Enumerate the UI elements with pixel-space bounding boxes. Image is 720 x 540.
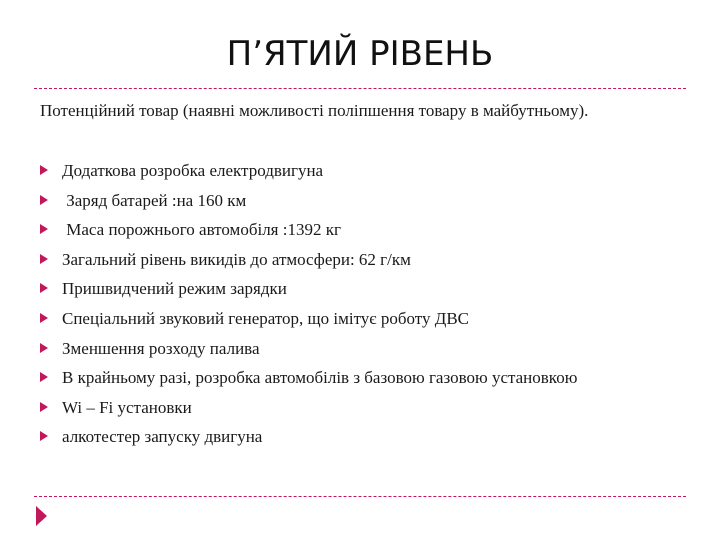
triangle-bullet-icon <box>40 372 48 382</box>
bullet-item <box>40 249 700 279</box>
top-divider <box>34 88 686 89</box>
bullet-text: Загальний рівень викидів до атмосфери: 62 г/км <box>62 249 411 269</box>
triangle-bullet-icon <box>40 254 48 264</box>
bullet-list <box>40 160 700 456</box>
bullet-item <box>40 397 700 427</box>
triangle-bullet-icon <box>40 165 48 175</box>
bullet-text: В крайньому разі, розробка автомобілів з базовою газовою установкою <box>62 368 578 388</box>
slide-title: П’ЯТИЙ РІВЕНЬ <box>226 34 494 74</box>
triangle-bullet-icon <box>40 343 48 353</box>
bullet-item <box>40 367 700 397</box>
triangle-bullet-icon <box>40 431 48 441</box>
triangle-corner-icon <box>36 506 47 526</box>
bullet-text: Спеціальний звуковий генератор, що імітує роботу ДВС <box>62 308 470 328</box>
bottom-divider <box>34 496 686 497</box>
bullet-text: Заряд батарей :на 160 км <box>62 190 247 210</box>
bullet-item <box>40 308 700 338</box>
triangle-bullet-icon <box>40 224 48 234</box>
bullet-item <box>40 219 700 249</box>
triangle-bullet-icon <box>40 195 48 205</box>
bullet-text: Додаткова розробка електродвигуна <box>62 161 324 180</box>
triangle-bullet-icon <box>40 402 48 412</box>
bullet-text: Wi – Fi установки <box>62 397 192 417</box>
bullet-item <box>40 160 700 190</box>
bullet-text: Маса порожнього автомобіля :1392 кг <box>62 220 341 240</box>
bullet-text: Зменшення розходу палива <box>62 338 260 358</box>
bullet-item <box>40 278 700 308</box>
bullet-item <box>40 338 700 368</box>
bullet-item <box>40 190 700 220</box>
slide-subtitle: Потенційний товар (наявні можливості поліпшення товару в майбутньому). <box>40 101 589 120</box>
bullet-text: алкотестер запуску двигуна <box>62 427 263 447</box>
bullet-text: Пришвидчений режим зарядки <box>62 279 287 299</box>
bullet-item <box>40 426 700 456</box>
triangle-bullet-icon <box>40 283 48 293</box>
triangle-bullet-icon <box>40 313 48 323</box>
